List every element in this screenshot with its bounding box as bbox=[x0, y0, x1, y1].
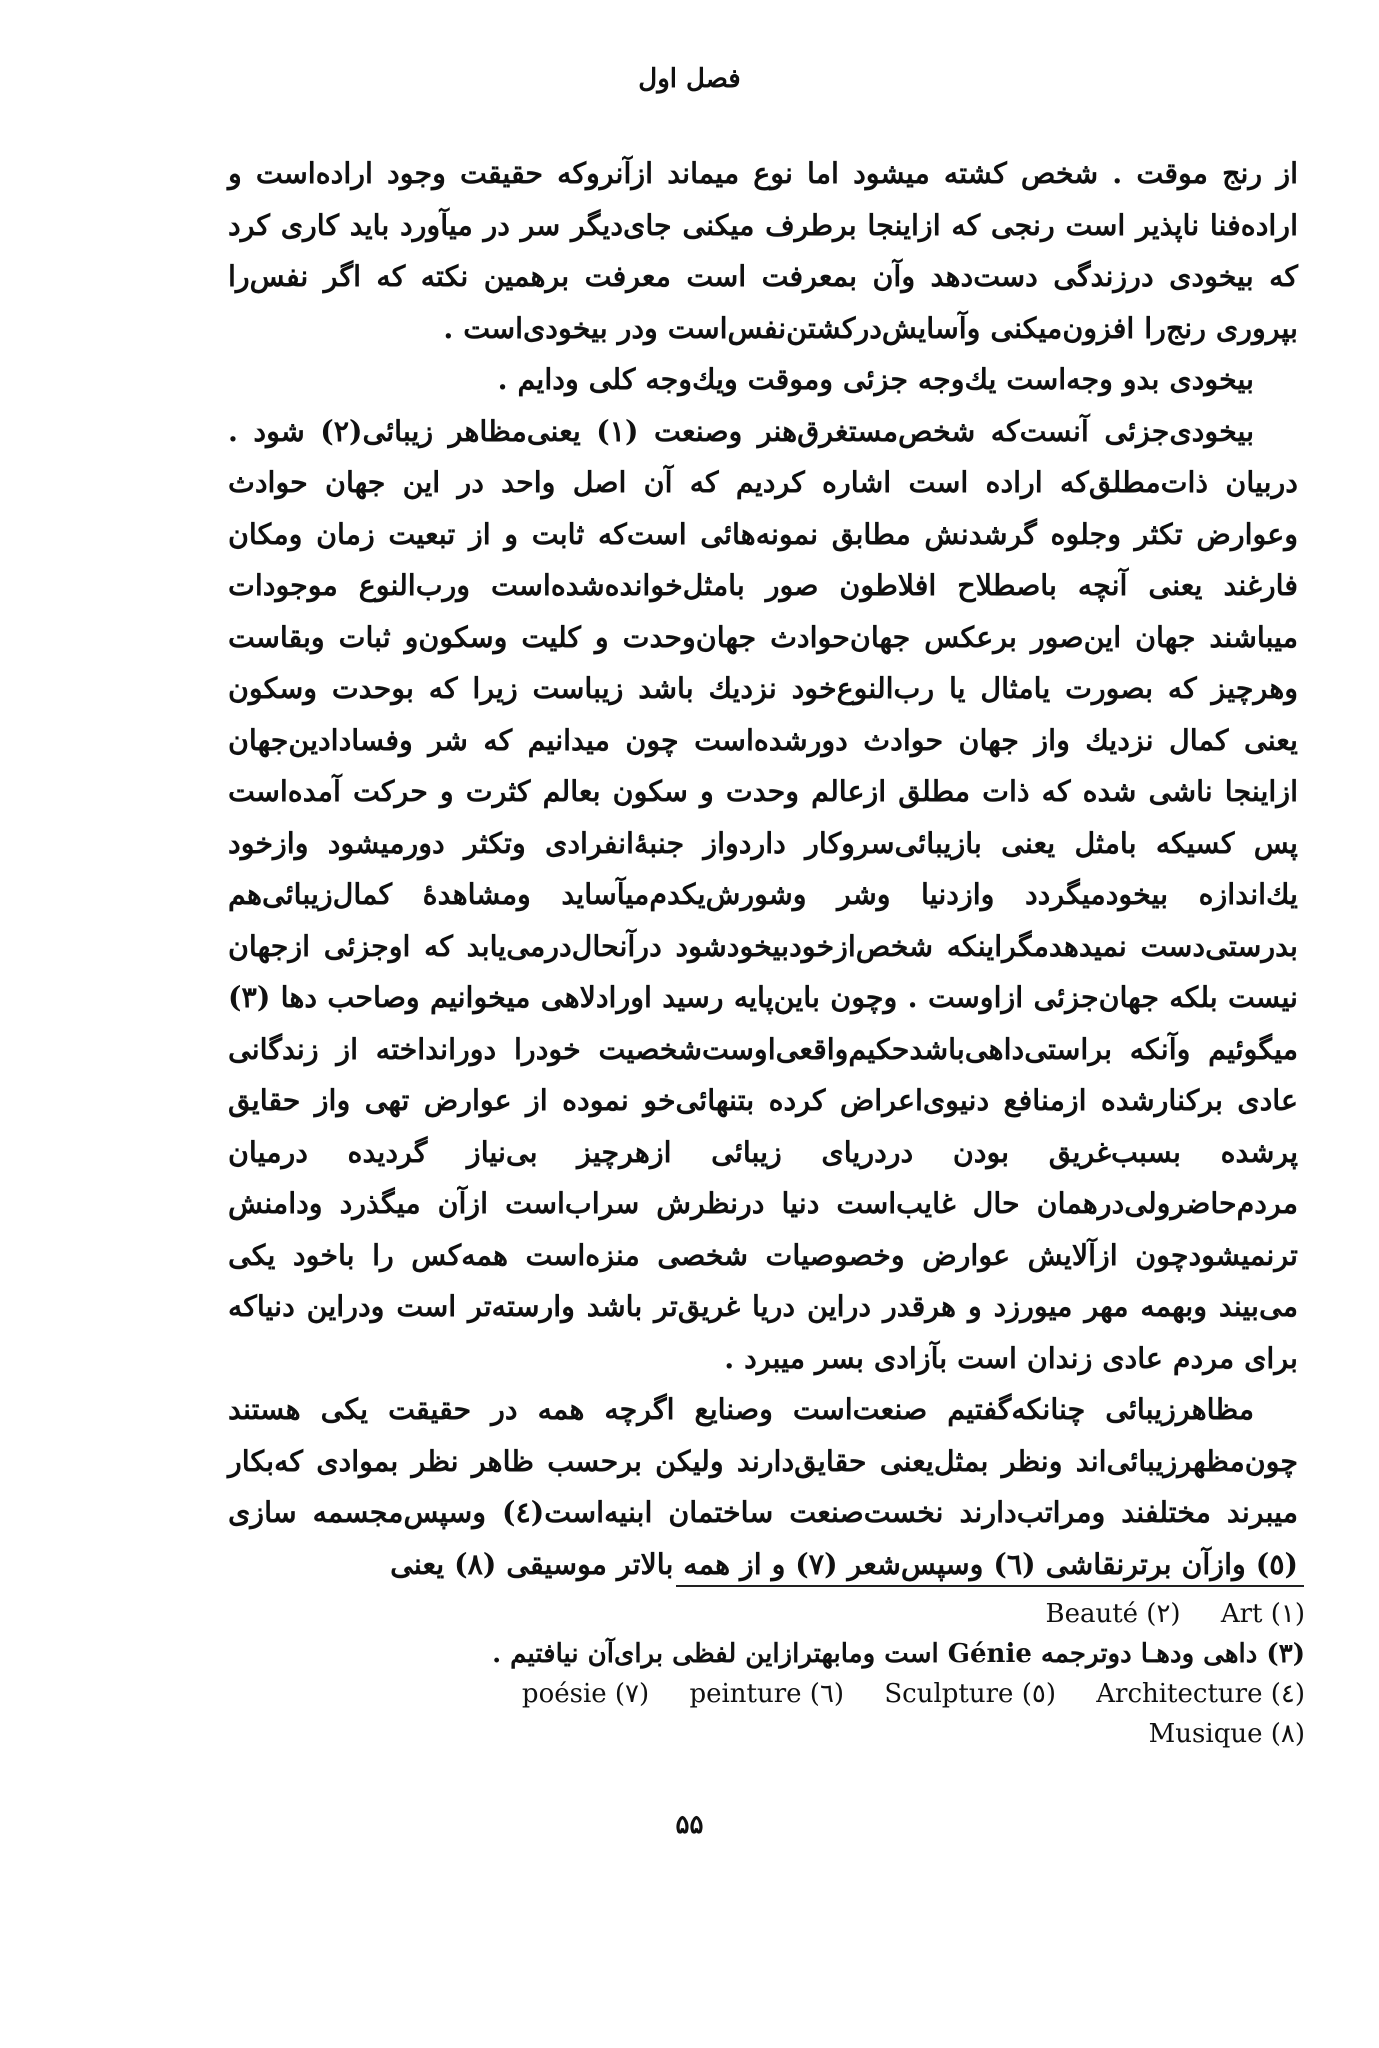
footnote-divider bbox=[676, 1585, 1304, 1587]
footnote-architecture: Architecture (٤) bbox=[1096, 1679, 1305, 1709]
footnotes bbox=[370, 1594, 1305, 1754]
footnote-beaute: Beauté (۲) bbox=[1045, 1599, 1181, 1629]
footnote-poesie: poésie (۷) bbox=[521, 1679, 650, 1709]
footnote-line bbox=[370, 1594, 1305, 1634]
paragraph: از رنج موقت . شخص کشته میشود اما نوع میماند ازآنروکه حقیقت وجود اراده‌است و اراده‌فنا ناپذیر است رنجی که ازاینجا برطرف میکنی جای‌دیگر سر در میآورد باید کاری کرد که بیخودی درزندگی دست‌دهد وآن بمعرفت است معرفت برهمین نکته که اگر نفس‌را بپروری رنج‌را افزون‌میکنی وآسایش‌درکشتن‌نفس‌است ودر بیخودی‌است . bbox=[228, 156, 1298, 345]
footnote-line bbox=[370, 1714, 1305, 1754]
footnote-peinture: peinture (٦) bbox=[689, 1679, 845, 1709]
paragraph: مظاهرزیبائی چنانکه‌گفتیم صنعت‌است وصنایع اگرچه همه در حقیقت یکی هستند چون‌مظهرزیبائی‌اند ونظر بمثل‌یعنی حقایق‌دارند ولیکن برحسب ظاهر نظر بموادی که‌بکار میبرند مختلفند ومراتب‌دارند نخست‌صنعت ساختمان ابنیه‌است(٤) وسپس‌مجسمه سازی (٥) وازآن برترنقاشی (٦) وسپس‌شعر (۷) و از همه بالاتر موسیقی (۸) یعنی bbox=[228, 1392, 1298, 1581]
chapter-title: فصل اول bbox=[638, 64, 741, 94]
footnote-genie: (۳) داهی ودهـا دوترجمه Génie است ومابهترازاین لفظی برای‌آن نیافتیم . bbox=[492, 1639, 1305, 1669]
page-number: ۵۵ bbox=[675, 1810, 704, 1840]
footnote-line bbox=[370, 1674, 1305, 1714]
paragraph: بیخودی بدو وجه‌است یك‌وجه جزئی وموقت ویك‌وجه کلی ودایم . bbox=[497, 362, 1254, 396]
footnote-sculpture: Sculpture (٥) bbox=[884, 1679, 1056, 1709]
paragraph: بیخودی‌جزئی آنست‌که شخص‌مستغرق‌هنر وصنعت (۱) یعنی‌مظاهر زیبائی(۲) شود . دربیان ذات‌مطلق‌که اراده است اشاره کردیم که آن اصل واحد در این جهان حوادث وعوارض تکثر وجلوه گرشدنش مطابق نمونه‌هائی است‌که ثابت و از تبعیت زمان ومکان فارغند یعنی آنچه باصطلاح افلاطون صور بامثل‌خوانده‌شده‌است ورب‌النوع موجودات میباشند جهان این‌صور برعکس جهان‌حوادث جهان‌وحدت و کلیت وسکون‌و ثبات وبقاست وهرچیز که بصورت یامثال یا رب‌النوع‌خود نزدیك باشد زیباست زیرا که بوحدت وسکون یعنی کمال نزدیك واز جهان حوادث دورشده‌است چون میدانیم که شر وفسادادین‌جهان ازاینجا ناشی شده که ذات مطلق ازعالم وحدت و سکون بعالم کثرت و حرکت آمده‌است پس کسیکه بامثل یعنی بازیبائی‌سروکار داردواز جنبهٔ‌انفرادی وتکثر دورمیشود وازخود یك‌اندازه بیخودمیگردد وازدنیا وشر وشورش‌یکدم‌میآساید ومشاهدهٔ کمال‌زیبائی‌هم بدرستی‌دست نمیدهدمگراینکه شخص‌ازخودبیخودشود درآنحال‌درمی‌یابد که اوجزئی ازجهان نیست بلکه جهان‌جزئی ازاوست . وچون باین‌پایه رسید اورادلاهی میخوانیم وصاحب دها (۳) میگوئیم وآنکه براستی‌داهی‌باشد‌حکیم‌واقعی‌اوست‌شخصیت خودرا دورانداخته از زندگانی عادی برکنارشده ازمنافع دنیوی‌اعراض کرده بتنهائی‌خو نموده از عوارض تهی واز حقایق پرشده بسبب‌غریق بودن دردریای زیبائی ازهرچیز بی‌نیاز گردیده درمیان مردم‌حاضرولی‌درهمان حال غایب‌است دنیا درنظرش سراب‌است ازآن میگذرد ودامنش ترنمیشودچون ازآلایش عوارض وخصوصیات شخصی منزه‌است همه‌کس را باخود یکی می‌بیند وبهمه مهر میورزد و هرقدر دراین دریا غریق‌تر باشد وارسته‌تر است ودراین دنیاکه برای مردم عادی زندان است بآزادی بسر میبرد . bbox=[228, 413, 1298, 1375]
footnote-musique: Musique (۸) bbox=[1148, 1719, 1305, 1749]
main-text bbox=[228, 148, 1298, 1590]
footnote-art: Art (۱) bbox=[1220, 1599, 1305, 1629]
